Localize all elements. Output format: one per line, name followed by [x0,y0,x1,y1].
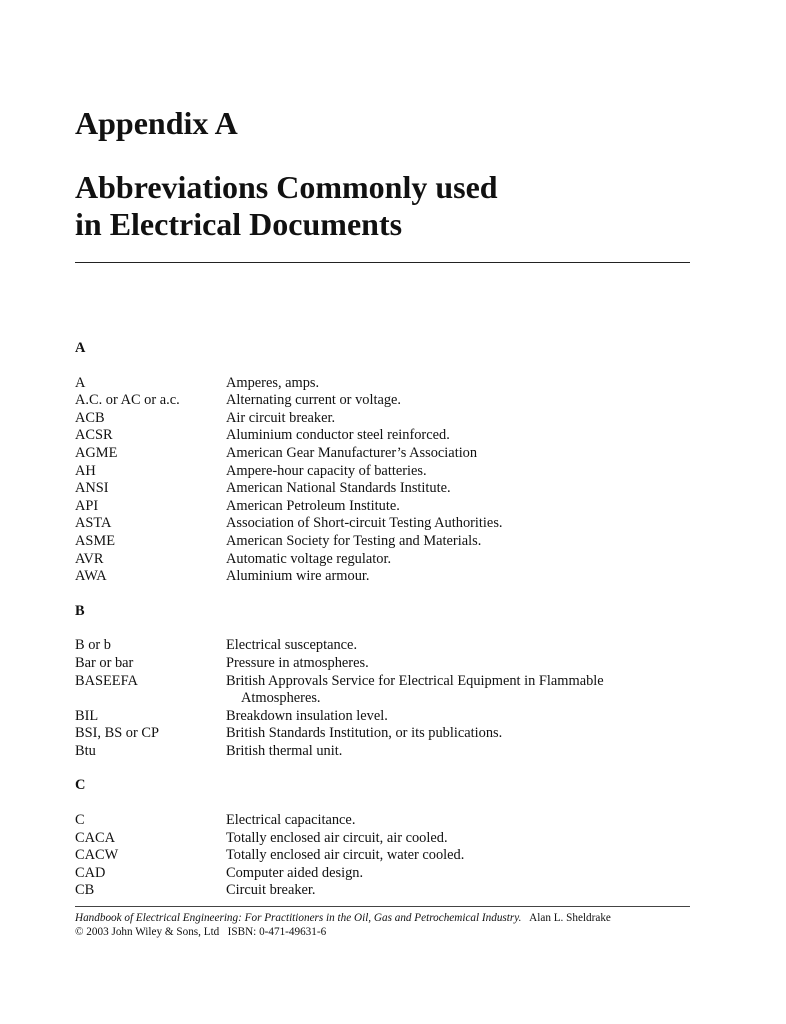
definition-text: Automatic voltage regulator. [226,550,392,567]
definition-text: American National Standards Institute. [226,480,451,497]
abbreviation-row [75,410,690,428]
page-footer [75,911,695,939]
abbreviation-row [75,427,690,445]
title-line-2: in Electrical Documents [75,206,403,242]
abbreviation-row [75,480,690,498]
abbreviation-row [75,515,690,533]
abbreviation-row [75,375,690,393]
abbreviation-term: AGME [75,444,118,461]
section-letter: C [75,777,86,794]
abbreviation-term: Btu [75,742,96,759]
section-a [75,340,690,586]
abbreviation-row [75,445,690,463]
definition-continuation: Atmospheres. [241,690,321,707]
abbreviation-row [75,463,690,481]
page-title [75,169,498,243]
definition-text: Circuit breaker. [226,882,316,899]
abbreviation-row [75,392,690,410]
abbreviation-definition [226,445,690,463]
abbreviation-term: CAD [75,864,106,881]
abbreviation-row [75,655,690,673]
abbreviation-row [75,533,690,551]
section-b [75,603,690,761]
definition-text: Aluminium wire armour. [226,568,370,585]
abbreviation-definition [226,427,690,445]
abbreviation-row [75,812,690,830]
footer-divider [75,906,690,907]
title-divider [75,262,690,263]
abbreviation-definition [226,533,690,551]
definition-text: Pressure in atmospheres. [226,654,369,671]
footer-line-2 [75,925,695,939]
abbreviation-term: AVR [75,550,104,567]
abbreviation-term: BASEEFA [75,672,138,689]
definition-text: Electrical susceptance. [226,637,358,654]
abbreviation-definition [226,865,690,883]
definition-text: Totally enclosed air circuit, air cooled. [226,829,448,846]
abbreviation-row [75,551,690,569]
abbreviation-definition [226,725,690,743]
abbreviation-term: C [75,812,85,829]
abbreviation-row [75,830,690,848]
copyright-text: © 2003 John Wiley & Sons, Ltd [75,926,220,938]
abbreviation-definition [226,708,690,726]
footer-line-1 [75,911,695,925]
title-line-1: Abbreviations Commonly used [75,169,498,205]
book-title: Handbook of Electrical Engineering: For Practitioners in the Oil, Gas and Petrochemical Industry. [75,912,522,924]
abbreviation-definition [226,375,690,393]
abbreviation-row [75,725,690,743]
abbreviation-term: Bar or bar [75,654,134,671]
appendix-label: Appendix A [75,105,238,141]
abbreviation-definition [226,655,690,673]
definition-text: Amperes, amps. [226,374,320,391]
abbreviation-definition [226,637,690,655]
abbreviation-definition [226,743,690,761]
abbreviation-definition [226,392,690,410]
abbreviation-term: ACB [75,409,105,426]
abbreviation-term: B or b [75,637,111,654]
abbreviation-row [75,568,690,586]
abbreviation-row [75,637,690,655]
abbreviation-term: ACSR [75,427,113,444]
abbreviation-term: ASME [75,532,115,549]
abbreviation-row [75,498,690,516]
abbreviation-term: API [75,497,99,514]
abbreviation-list [75,340,690,900]
isbn-text: ISBN: 0-471-49631-6 [227,926,327,938]
abbreviation-term: A [75,374,86,391]
definition-text: American Gear Manufacturer’s Association [226,444,478,461]
abbreviation-term: AWA [75,568,107,585]
abbreviation-definition [226,812,690,830]
abbreviation-definition [226,498,690,516]
abbreviation-term: ANSI [75,480,109,497]
abbreviation-definition [226,410,690,428]
abbreviation-term: CB [75,882,95,899]
definition-text: Totally enclosed air circuit, water cooled. [226,847,465,864]
definition-text: Alternating current or voltage. [226,392,402,409]
abbreviation-definition [226,882,690,900]
abbreviation-definition [226,480,690,498]
definition-text: British thermal unit. [226,742,343,759]
definition-text: Computer aided design. [226,864,364,881]
definition-text: Electrical capacitance. [226,812,356,829]
abbreviation-row [75,882,690,900]
section-c [75,777,690,900]
abbreviation-term: BSI, BS or CP [75,725,159,742]
section-letter: B [75,602,85,619]
definition-text: Ampere-hour capacity of batteries. [226,462,427,479]
definition-text: Breakdown insulation level. [226,707,388,724]
abbreviation-term: CACW [75,847,119,864]
abbreviation-definition [226,551,690,569]
definition-text: Association of Short-circuit Testing Authorities. [226,515,503,532]
definition-text: American Society for Testing and Materials. [226,532,482,549]
abbreviation-definition [226,515,690,533]
section-letter: A [75,340,86,356]
abbreviation-definition [226,568,690,586]
abbreviation-term: AH [75,462,96,479]
abbreviation-term: ASTA [75,515,112,532]
abbreviation-definition [226,463,690,481]
definition-text: British Approvals Service for Electrical Equipment in Flammable [226,672,604,689]
abbreviation-row [75,708,690,726]
abbreviation-row [75,673,690,708]
abbreviation-term: A.C. or AC or a.c. [75,392,180,409]
abbreviation-definition [226,830,690,848]
definition-text: Aluminium conductor steel reinforced. [226,427,450,444]
definition-text: Air circuit breaker. [226,409,336,426]
definition-text: American Petroleum Institute. [226,497,400,514]
author-name: Alan L. Sheldrake [529,912,611,924]
definition-text: British Standards Institution, or its publications. [226,725,503,742]
abbreviation-row [75,865,690,883]
abbreviation-row [75,847,690,865]
abbreviation-term: CACA [75,829,115,846]
abbreviation-term: BIL [75,707,99,724]
abbreviation-definition [226,847,690,865]
abbreviation-row [75,743,690,761]
abbreviation-definition [226,673,690,708]
